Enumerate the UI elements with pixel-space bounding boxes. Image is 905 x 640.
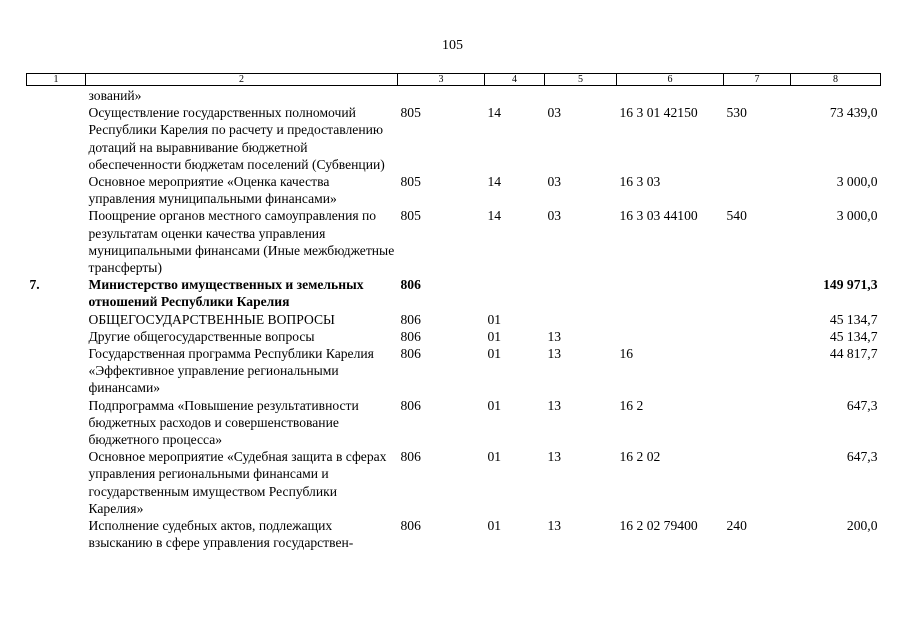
cell-name: Поощрение органов местного самоуправления по результатам оценки качества управления муниципальными финансами (Иные межбюджетные трансферты) (88, 208, 395, 276)
cell-subsection-code (545, 276, 617, 310)
cell-number (27, 345, 86, 397)
cell-target-article: 16 3 01 42150 (619, 105, 698, 121)
cell-amount: 647,3 (846, 397, 878, 413)
cell-number (27, 86, 86, 105)
header-col-7: 7 (724, 74, 791, 86)
cell-section-code (485, 276, 545, 310)
cell-target-article: 16 2 02 (619, 449, 661, 465)
table-header (27, 74, 881, 86)
cell-target-article: 16 (619, 346, 634, 362)
cell-expense-type (724, 86, 791, 105)
cell-number (27, 104, 86, 173)
table-row (27, 517, 881, 551)
cell-subsection-code (545, 86, 617, 105)
table-row (27, 86, 881, 105)
cell-number (27, 311, 86, 328)
cell-section-code (485, 86, 545, 105)
cell-amount: 149 971,3 (823, 277, 878, 293)
cell-department-code: 806 (400, 346, 421, 362)
cell-section-code: 14 (487, 105, 502, 121)
cell-number (27, 397, 86, 449)
cell-name: Государственная программа Республики Карелия «Эффективное управление региональными финансами» (88, 346, 374, 396)
cell-name: Исполнение судебных актов, подлежащих взысканию в сфере управления государствен- (88, 518, 354, 551)
cell-section-code: 01 (487, 311, 502, 327)
cell-section-code: 01 (487, 328, 502, 344)
header-col-1: 1 (27, 74, 86, 86)
cell-expense-type (724, 173, 791, 207)
cell-subsection-code: 13 (547, 328, 562, 344)
cell-department-code: 805 (400, 105, 421, 121)
cell-number (27, 207, 86, 276)
cell-target-article: 16 2 (619, 397, 644, 413)
cell-amount: 647,3 (846, 449, 878, 465)
cell-name: зований» (88, 88, 142, 103)
table-body (27, 86, 881, 552)
header-col-5: 5 (545, 74, 617, 86)
cell-department-code: 806 (400, 277, 421, 293)
cell-number (27, 517, 86, 551)
cell-expense-type: 240 (726, 518, 747, 534)
table-row (27, 345, 881, 397)
cell-expense-type (724, 328, 791, 345)
cell-expense-type (724, 397, 791, 449)
cell-amount: 44 817,7 (829, 346, 878, 362)
header-col-3: 3 (398, 74, 485, 86)
cell-amount: 45 134,7 (829, 328, 878, 344)
page-number: 105 (442, 38, 463, 53)
table-row (27, 104, 881, 173)
cell-expense-type (724, 276, 791, 310)
cell-subsection-code: 03 (547, 174, 562, 190)
cell-expense-type (724, 311, 791, 328)
cell-name: Осуществление государственных полномочий Республики Карелия по расчету и предоставлению дотаций на выравнивание бюджетной обеспеченности бюджетам поселений (Субвенции) (88, 105, 385, 172)
cell-subsection-code: 13 (547, 397, 562, 413)
cell-amount (791, 86, 881, 105)
cell-name: ОБЩЕГОСУДАРСТВЕННЫЕ ВОПРОСЫ (88, 311, 335, 327)
cell-amount: 45 134,7 (829, 311, 878, 327)
cell-name: Министерство имущественных и земельных отношений Республики Карелия (88, 277, 364, 310)
header-col-4: 4 (485, 74, 545, 86)
table-row (27, 207, 881, 276)
cell-amount: 3 000,0 (836, 208, 878, 224)
table-row (27, 173, 881, 207)
cell-target-article: 16 3 03 (619, 174, 661, 190)
cell-amount: 73 439,0 (829, 105, 878, 121)
cell-section-code: 01 (487, 518, 502, 534)
cell-department-code: 806 (400, 449, 421, 465)
cell-subsection-code (545, 311, 617, 328)
table-row (27, 328, 881, 345)
table-row (27, 276, 881, 310)
header-col-6: 6 (617, 74, 724, 86)
cell-amount: 3 000,0 (836, 174, 878, 190)
cell-target-article (617, 276, 724, 310)
cell-section-code: 14 (487, 174, 502, 190)
table-row (27, 448, 881, 517)
cell-amount: 200,0 (846, 518, 878, 534)
cell-subsection-code: 13 (547, 449, 562, 465)
cell-expense-type (724, 448, 791, 517)
cell-target-article: 16 2 02 79400 (619, 518, 698, 534)
cell-department-code: 806 (400, 397, 421, 413)
header-col-2: 2 (86, 74, 398, 86)
cell-target-article (617, 86, 724, 105)
header-col-8: 8 (791, 74, 881, 86)
cell-section-code: 01 (487, 449, 502, 465)
cell-target-article (617, 328, 724, 345)
cell-number (27, 448, 86, 517)
cell-section-code: 14 (487, 208, 502, 224)
cell-subsection-code: 13 (547, 518, 562, 534)
cell-department-code: 806 (400, 518, 421, 534)
cell-target-article: 16 3 03 44100 (619, 208, 698, 224)
cell-name: Основное мероприятие «Оценка качества управления муниципальными финансами» (88, 174, 337, 207)
cell-name: Другие общегосударственные вопросы (88, 328, 315, 344)
cell-department-code: 805 (400, 208, 421, 224)
cell-department-code (398, 86, 485, 105)
header-row (27, 74, 881, 86)
cell-number: 7. (29, 277, 40, 293)
cell-expense-type: 530 (726, 105, 747, 121)
cell-department-code: 805 (400, 174, 421, 190)
cell-name: Основное мероприятие «Судебная защита в сферах управления региональными финансами и государственным имуществом Республики Карелия» (88, 449, 387, 516)
cell-target-article (617, 311, 724, 328)
table-row (27, 397, 881, 449)
cell-subsection-code: 03 (547, 105, 562, 121)
cell-section-code: 01 (487, 397, 502, 413)
cell-subsection-code: 03 (547, 208, 562, 224)
cell-number (27, 328, 86, 345)
cell-number (27, 173, 86, 207)
cell-expense-type (724, 345, 791, 397)
cell-section-code: 01 (487, 346, 502, 362)
cell-subsection-code: 13 (547, 346, 562, 362)
budget-table (26, 73, 881, 551)
cell-expense-type: 540 (726, 208, 747, 224)
cell-name: Подпрограмма «Повышение результативности бюджетных расходов и совершенствование бюджетного процесса» (88, 397, 359, 448)
cell-department-code: 806 (400, 311, 421, 327)
cell-department-code: 806 (400, 328, 421, 344)
table-row (27, 311, 881, 328)
